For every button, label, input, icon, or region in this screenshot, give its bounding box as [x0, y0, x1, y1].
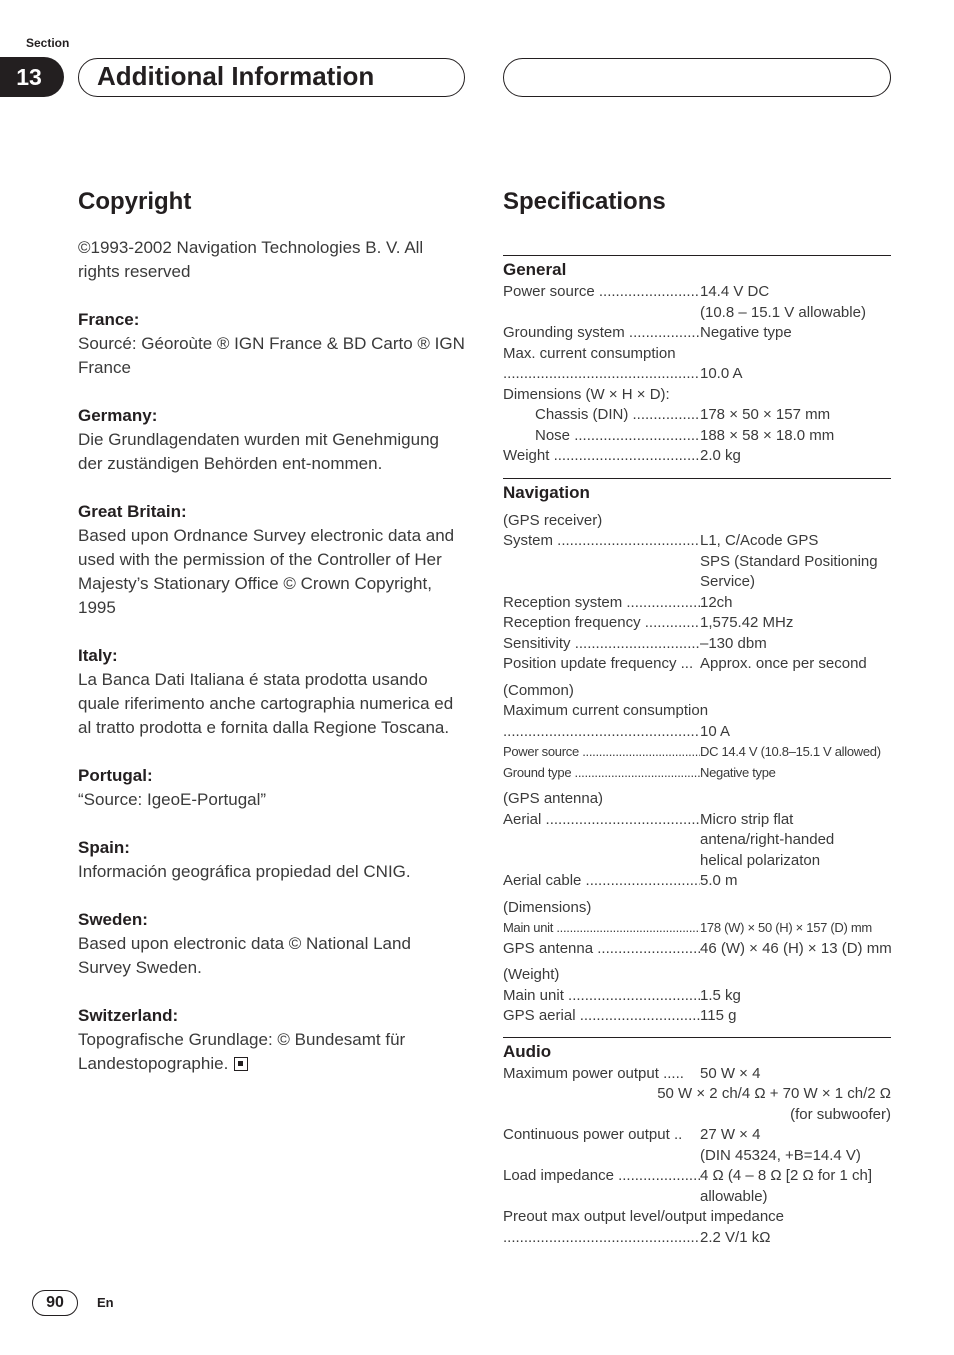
spec-row-power-source: Power source ..... 14.4 V DC — [503, 282, 891, 303]
country-text-content: Topografische Grundlage: © Bundesamt für Landestopographie. — [78, 1030, 406, 1073]
country-text: La Banca Dati Italiana é stata prodotta usando quale riferimento anche cartographia numerica ed al tratto prodotta e fornita dalla Regione Toscana. — [78, 670, 454, 737]
spec-section-title: Navigation — [503, 482, 590, 502]
spec-section-title: General — [503, 260, 567, 279]
country-label: Germany: — [78, 406, 158, 425]
country-text: Información geográfica propiedad del CNIG. — [78, 862, 411, 881]
specifications-body — [503, 255, 891, 1248]
spec-label-max-current: Max. current consumption — [503, 344, 676, 362]
page-title: Additional Information — [78, 58, 465, 97]
spec-section-navigation — [503, 478, 891, 1027]
country-label: Great Britain: — [78, 502, 187, 521]
spec-group-label: (Dimensions) — [503, 898, 592, 916]
spec-row-position-update: Position update frequency ... Approx. once per second — [503, 655, 867, 672]
copyright-entry-great-britain — [78, 500, 466, 620]
spec-row-load-impedance: Load impedance ..... 4 Ω (4 – 8 Ω [2 Ω for 1 ch] — [503, 1166, 891, 1187]
spec-row-continuous-power: Continuous power output .. 27 W × 4 — [503, 1126, 761, 1143]
spec-row-weight: Weight ..... 2.0 kg — [503, 446, 891, 467]
spec-row-cont: Service) — [700, 573, 756, 590]
country-text: “Source: IgeoE-Portugal” — [78, 790, 267, 809]
spec-row-sensitivity: Sensitivity ..... –130 dbm — [503, 634, 891, 655]
spec-row-max-current: ..... 10.0 A — [503, 364, 891, 385]
copyright-entry-switzerland — [78, 1004, 466, 1076]
copyright-entry-germany — [78, 404, 466, 476]
spec-row-cont: SPS (Standard Positioning — [700, 552, 878, 570]
country-label: France: — [78, 310, 140, 329]
spec-row-nose: Nose ..... 188 × 58 × 18.0 mm — [503, 426, 891, 447]
spec-row-main-unit-weight: Main unit ..... 1.5 kg — [503, 986, 891, 1007]
country-label: Switzerland: — [78, 1006, 179, 1025]
spec-label-preout: Preout max output level/output impedance — [503, 1208, 785, 1225]
copyright-entry-italy — [78, 644, 466, 740]
spec-label-max-current: Maximum current consumption — [503, 702, 709, 719]
country-text: Based upon electronic data © National Land Survey Sweden. — [78, 934, 411, 977]
spec-row-ground-type: Ground type ..... Negative type — [503, 763, 891, 784]
spec-row-max-power: Maximum power output ..... 50 W × 4 — [503, 1064, 761, 1082]
copyright-heading: Copyright — [78, 188, 192, 215]
spec-row-cont: allowable) — [700, 1187, 768, 1205]
spec-section-audio — [503, 1037, 891, 1249]
country-label: Italy: — [78, 646, 118, 665]
country-label: Portugal: — [78, 766, 153, 785]
spec-group-label: (Common) — [503, 681, 574, 699]
spec-row-main-unit-dim: Main unit ..... 178 (W) × 50 (H) × 157 (D) mm — [503, 918, 891, 939]
spec-row-reception-frequency: Reception frequency ..... 1,575.42 MHz — [503, 613, 891, 634]
spec-row-system: System ..... L1, C/Acode GPS — [503, 531, 891, 552]
spec-row-cont: (DIN 45324, +B=14.4 V) — [700, 1146, 861, 1164]
spec-group-label: (GPS antenna) — [503, 790, 604, 807]
spec-row-reception-system: Reception system ..... 12ch — [503, 593, 891, 614]
header-blank-box — [503, 58, 891, 97]
country-label: Spain: — [78, 838, 130, 857]
spec-row-cont: (10.8 – 15.1 V allowable) — [700, 303, 866, 321]
spec-row-cont: antena/right-handed — [700, 831, 835, 848]
section-number-badge: 13 — [0, 57, 64, 97]
end-mark-icon — [234, 1057, 248, 1071]
spec-row-aerial: Aerial ..... Micro strip flat — [503, 810, 891, 831]
spec-row-preout: ..... 2.2 V/1 kΩ — [503, 1228, 891, 1249]
country-text: Based upon Ordnance Survey electronic data and used with the permission of the Controller of Her Majesty’s Stationary Office © Crown Copyright, 1995 — [78, 526, 455, 617]
spec-group-label: (Weight) — [503, 966, 560, 983]
spec-row-cont: helical polarizaton — [700, 851, 821, 869]
section-label: Section — [26, 36, 70, 50]
country-label: Sweden: — [78, 910, 148, 929]
copyright-entry-spain — [78, 836, 466, 884]
spec-group-label: (GPS receiver) — [503, 511, 603, 529]
copyright-body — [78, 236, 466, 1100]
spec-row-gps-antenna-dim: GPS antenna ..... 46 (W) × 46 (H) × 13 (D) mm — [503, 939, 891, 960]
spec-row-grounding: Grounding system ..... Negative type — [503, 323, 891, 344]
specifications-heading: Specifications — [503, 188, 666, 215]
page-number: 90 — [32, 1290, 78, 1316]
copyright-entry-france — [78, 308, 466, 380]
spec-row-power-source: Power source ..... DC 14.4 V (10.8–15.1 V allowed) — [503, 742, 891, 763]
spec-row-gps-aerial-weight: GPS aerial ..... 115 g — [503, 1006, 891, 1027]
language-label: En — [97, 1295, 114, 1310]
country-text: Die Grundlagendaten wurden mit Genehmigung der zuständigen Behörden ent-nommen. — [78, 430, 440, 473]
spec-section-general — [503, 255, 891, 467]
country-text — [78, 1028, 466, 1076]
spec-row-aerial-cable: Aerial cable ..... 5.0 m — [503, 871, 891, 892]
spec-row-cont: 50 W × 2 ch/4 Ω + 70 W × 1 ch/2 Ω — [657, 1085, 891, 1102]
copyright-entry-sweden — [78, 908, 466, 980]
spec-row-chassis: Chassis (DIN) ..... 178 × 50 × 157 mm — [503, 405, 891, 426]
copyright-entry-portugal — [78, 764, 466, 812]
copyright-intro: ©1993-2002 Navigation Technologies B. V. All rights reserved — [78, 238, 424, 281]
spec-row-cont: (for subwoofer) — [790, 1105, 891, 1123]
spec-section-title: Audio — [503, 1041, 552, 1061]
spec-row-max-current: ..... 10 A — [503, 722, 891, 743]
spec-label-dimensions: Dimensions (W × H × D): — [503, 385, 670, 403]
country-text: Sourcé: Géoroùte ® IGN France & BD Carto ® IGN France — [78, 334, 465, 377]
